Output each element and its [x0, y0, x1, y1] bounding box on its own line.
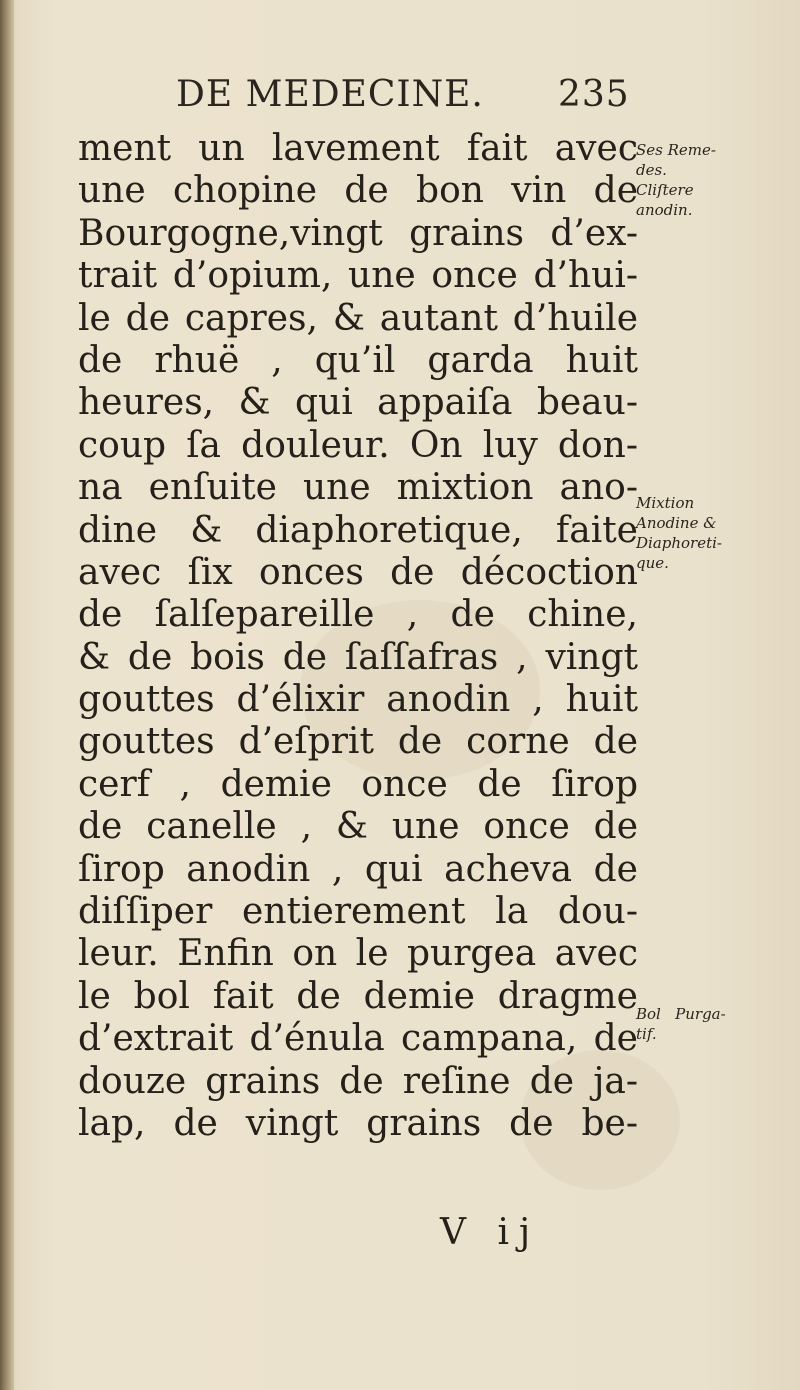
margin-note-line: Bol Purga- [636, 1005, 726, 1023]
text-line: dine & diaphoretique, faite [78, 509, 638, 551]
text-line: ſirop anodin , qui acheva de [78, 848, 638, 890]
margin-note-bol [636, 1004, 796, 1044]
text-line: lap, de vingt grains de be- [78, 1102, 638, 1144]
text-line: trait d’opium, une once d’hui- [78, 255, 638, 297]
text-line: le bol fait de demie dragme [78, 975, 638, 1017]
text-line: d’extrait d’énula campana, de [78, 1018, 638, 1060]
text-line: heures, & qui appaiſa beau- [78, 382, 638, 424]
text-line: cerf , demie once de ſirop [78, 763, 638, 805]
text-line: le de capres, & autant d’huile [78, 297, 638, 339]
text-line: ment un lavement fait avec [78, 128, 638, 169]
margin-note-remedies [636, 140, 766, 220]
book-spine [0, 0, 14, 1390]
text-line: gouttes d’eſprit de corne de [78, 721, 638, 763]
text-line: Bourgogne,vingt grains d’ex- [78, 212, 638, 254]
margin-note-line: Cliſtere [636, 181, 694, 199]
margin-note-line: Diaphoreti- [636, 534, 723, 552]
text-line: de ſalſepareille , de chine, [78, 594, 638, 636]
text-line: une chopine de bon vin de [78, 170, 638, 212]
margin-note-line: Mixtion [636, 494, 695, 512]
margin-note-line: Ses Reme- [636, 141, 716, 159]
text-line: leur. Enfin on le purgea avec [78, 933, 638, 975]
margin-note-line: Anodine & [636, 514, 717, 532]
margin-note-mixtion [636, 493, 786, 573]
text-line: de rhuë , qu’il garda huit [78, 339, 638, 381]
text-line: douze grains de reſine de ja- [78, 1060, 638, 1102]
running-title: DE MEDECINE. [176, 74, 484, 115]
text-line: na enſuite une mixtion ano- [78, 467, 638, 509]
text-line: avec ſix onces de décoction [78, 551, 638, 593]
margin-note-line: que. [636, 554, 669, 572]
text-line: coup ſa douleur. On luy don- [78, 424, 638, 466]
text-line: gouttes d’élixir anodin , huit [78, 679, 638, 721]
margin-note-line: tif. [636, 1025, 657, 1043]
text-line: diſſiper entierement la dou- [78, 891, 638, 933]
page-header [176, 74, 630, 115]
page-number: 235 [558, 74, 630, 115]
body-text [78, 128, 638, 1145]
signature-mark: V ij [440, 1212, 541, 1253]
margin-note-line: anodin. [636, 201, 693, 219]
text-line: & de bois de ſaſſafras , vingt [78, 636, 638, 678]
text-line: de canelle , & une once de [78, 806, 638, 848]
margin-note-line: des. [636, 161, 667, 179]
